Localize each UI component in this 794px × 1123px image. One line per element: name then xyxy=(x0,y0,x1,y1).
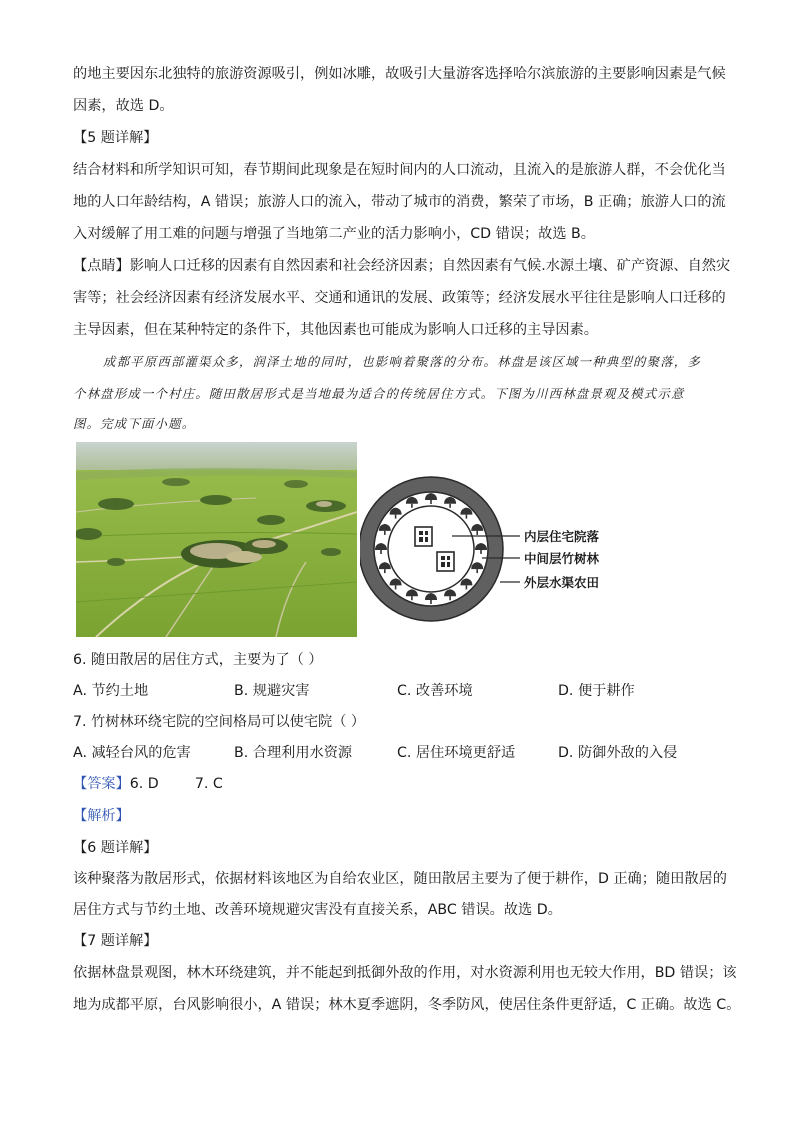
dianjing-text: 影响人口迁移的因素有自然因素和社会经济因素；自然因素有气候.水源土壤、矿产资源、自然灾 xyxy=(129,258,731,274)
section-header-q6: 【6 题详解】 xyxy=(73,840,158,856)
text-line: 的地主要因东北独特的旅游资源吸引，例如冰雕，故吸引大量游客选择哈尔滨旅游的主要影响因素是气候 xyxy=(73,66,726,82)
text-line: 结合材料和所学知识可知，春节期间此现象是在短时间内的人口流动，且流入的是旅游人群，不会优化当 xyxy=(73,162,726,178)
building-icon xyxy=(437,552,454,571)
material-line: 个林盘形成一个村庄。随田散居形式是当地最为适合的传统居住方式。下图为川西林盘景观及模式示意 xyxy=(73,386,685,401)
q7-option-d: D. 防御外敌的入侵 xyxy=(558,745,678,761)
label-outer-fields: 外层水渠农田 xyxy=(524,575,600,590)
text-line: 地为成都平原，台风影响很小，A 错误；林木夏季遮阴，冬季防风，使居住条件更舒适，C 正确。故选 C。 xyxy=(73,997,741,1013)
question-7-stem: 7. 竹树林环绕宅院的空间格局可以使宅院（ ） xyxy=(73,714,366,730)
answer-label: 【答案】 xyxy=(73,776,130,792)
answer-line xyxy=(73,774,223,794)
text-line: 入对缓解了用工难的问题与增强了当地第二产业的活力影响小，CD 错误；故选 B。 xyxy=(73,226,595,242)
question-6-stem: 6. 随田散居的居住方式，主要为了（ ） xyxy=(73,652,323,668)
label-middle-forest: 中间层竹树林 xyxy=(524,551,600,566)
text-line: 居住方式与节约土地、改善环境规避灾害没有直接关系，ABC 错误。故选 D。 xyxy=(73,902,562,918)
material-line: 图。完成下面小题。 xyxy=(73,416,196,431)
q6-option-d: D. 便于耕作 xyxy=(558,683,635,699)
q7-option-a: A. 减轻台风的危害 xyxy=(73,745,191,761)
section-header-q7: 【7 题详解】 xyxy=(73,933,158,949)
linpan-model-diagram xyxy=(360,470,620,630)
dianjing-paragraph xyxy=(73,256,730,276)
dianjing-header: 【点睛】 xyxy=(73,258,130,274)
text-line: 依据林盘景观图，林木环绕建筑，并不能起到抵御外敌的作用，对水资源利用也无较大作用，BD 错误；该 xyxy=(73,965,737,981)
material-line: 成都平原西部灌渠众多，润泽土地的同时，也影响着聚落的分布。林盘是该区域一种典型的聚落，多 xyxy=(103,354,701,369)
inner-circle-courtyard xyxy=(388,506,474,592)
text-line: 地的人口年龄结构，A 错误；旅游人口的流入，带动了城市的消费，繁荣了市场，B 正确；旅游人口的流 xyxy=(73,194,726,210)
q6-option-b: B. 规避灾害 xyxy=(234,683,310,699)
q7-option-c: C. 居住环境更舒适 xyxy=(397,745,516,761)
q6-option-a: A. 节约土地 xyxy=(73,683,149,699)
text-line: 主导因素，但在某种特定的条件下，其他因素也可能成为影响人口迁移的主导因素。 xyxy=(73,322,598,338)
q7-option-b: B. 合理利用水资源 xyxy=(234,745,353,761)
building-icon xyxy=(415,527,432,546)
jiexi-label: 【解析】 xyxy=(73,808,130,824)
answer-text: 6. D 7. C xyxy=(129,776,223,792)
label-inner-courtyard: 内层住宅院落 xyxy=(524,529,600,544)
text-line: 该种聚落为散居形式，依据材料该地区为自给农业区，随田散居主要为了便于耕作，D 正确；随田散居的 xyxy=(73,871,727,887)
text-line: 因素，故选 D。 xyxy=(73,98,174,114)
q6-option-c: C. 改善环境 xyxy=(397,683,473,699)
linpan-landscape-photo xyxy=(76,442,357,637)
text-line: 害等；社会经济因素有经济发展水平、交通和通讯的发展、政策等；经济发展水平往往是影响人口迁移的 xyxy=(73,290,726,306)
section-header-q5: 【5 题详解】 xyxy=(73,130,158,146)
